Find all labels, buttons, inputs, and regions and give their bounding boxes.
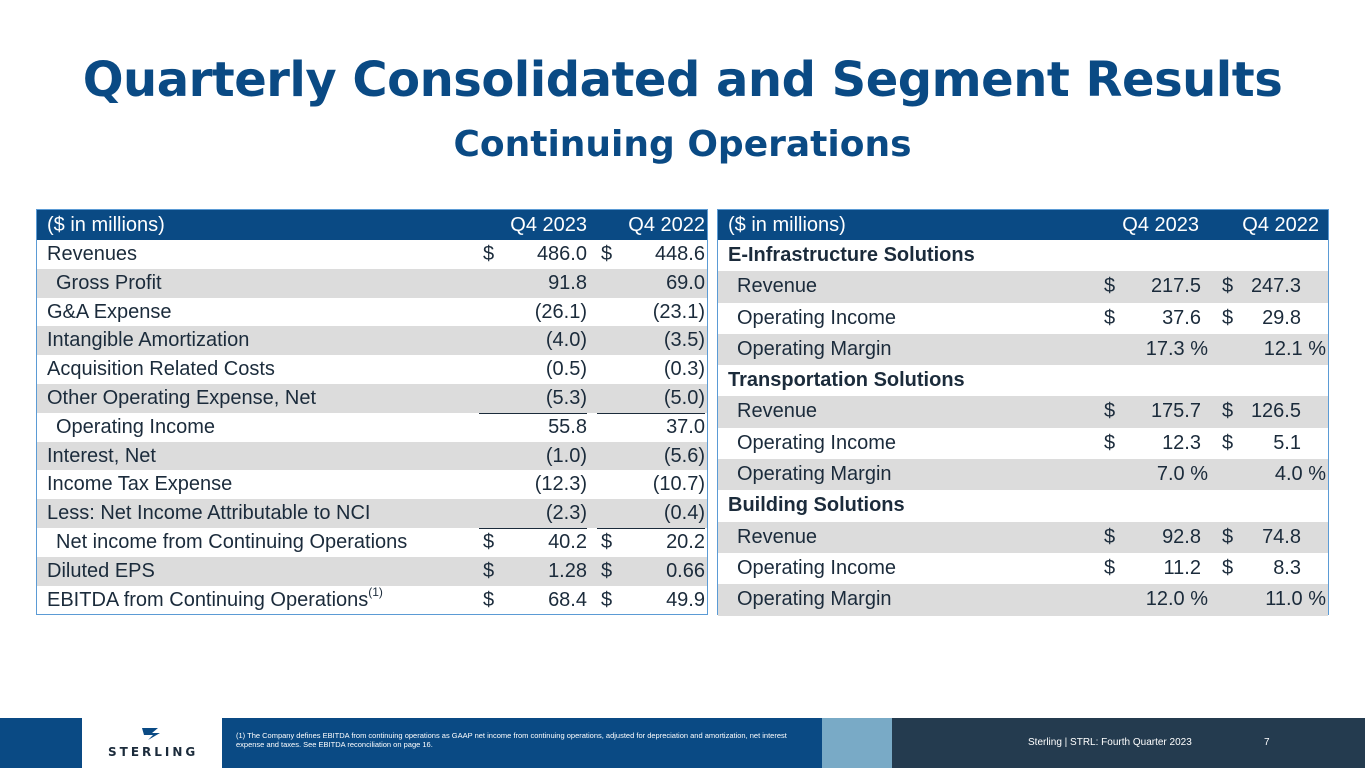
table-row xyxy=(37,326,707,355)
segment-heading xyxy=(718,240,1328,271)
value-q4-2023: 12.0 % xyxy=(1145,588,1208,611)
header-q4-2023: Q4 2023 xyxy=(1122,214,1199,236)
currency-symbol: $ xyxy=(1222,556,1234,579)
segment-heading xyxy=(718,365,1328,396)
row-label: Diluted EPS xyxy=(47,559,155,582)
table-row xyxy=(718,271,1328,302)
page-number: 7 xyxy=(1264,737,1270,748)
currency-symbol: $ xyxy=(1104,525,1116,548)
currency-symbol: $ xyxy=(601,530,613,553)
header-label: ($ in millions) xyxy=(728,214,846,236)
value-q4-2022: 126.5 xyxy=(1250,400,1301,423)
table-row xyxy=(37,384,707,413)
footer-company-line: Sterling | STRL: Fourth Quarter 2023 xyxy=(1028,737,1192,748)
value-q4-2022: 0.66 xyxy=(666,559,705,582)
value-q4-2023: 175.7 xyxy=(1150,400,1201,423)
value-q4-2022: 12.1 % xyxy=(1263,337,1326,360)
segment-name: E-Infrastructure Solutions xyxy=(728,244,975,266)
value-q4-2023: (2.3) xyxy=(479,499,587,529)
value-q4-2022: (3.5) xyxy=(663,329,705,352)
currency-symbol: $ xyxy=(1222,275,1234,298)
currency-symbol: $ xyxy=(1104,556,1116,579)
value-q4-2023: 217.5 xyxy=(1150,275,1201,298)
logo-text: STERLING xyxy=(108,745,199,759)
value-q4-2023: 68.4 xyxy=(548,588,587,611)
currency-symbol: $ xyxy=(483,559,495,582)
value-q4-2023: (1.0) xyxy=(545,444,587,467)
table-row xyxy=(718,428,1328,459)
table-row xyxy=(37,355,707,384)
value-q4-2023: 91.8 xyxy=(548,271,587,294)
currency-symbol: $ xyxy=(601,243,613,265)
currency-symbol: $ xyxy=(1104,431,1116,454)
row-label: Operating Income xyxy=(737,431,896,454)
value-q4-2023: 92.8 xyxy=(1162,525,1201,548)
row-label: Revenue xyxy=(737,400,818,423)
row-label: Operating Margin xyxy=(737,463,892,486)
table-row xyxy=(37,298,707,327)
table-row xyxy=(37,586,707,615)
footnote: (1) The Company defines EBITDA from continuing operations as GAAP net income from continuing operations, adjusted for depreciation and amortization, net interest expense and taxes. See EBITDA reconciliation on page 16. xyxy=(236,731,787,749)
table-row xyxy=(718,303,1328,334)
row-label: Revenue xyxy=(737,525,818,548)
segment-name: Transportation Solutions xyxy=(728,369,965,392)
value-q4-2023: (5.3) xyxy=(479,384,587,414)
header-q4-2022: Q4 2022 xyxy=(1242,214,1319,236)
value-q4-2022: 49.9 xyxy=(666,588,705,611)
table-row xyxy=(37,528,707,557)
currency-symbol: $ xyxy=(601,588,613,611)
value-q4-2022: (5.6) xyxy=(663,444,705,467)
value-q4-2023: 40.2 xyxy=(548,530,587,553)
table-row xyxy=(718,396,1328,427)
table-row xyxy=(718,459,1328,490)
header-q4-2022: Q4 2022 xyxy=(628,214,705,236)
row-label: Income Tax Expense xyxy=(47,473,233,496)
segment-name: Building Solutions xyxy=(728,494,905,517)
table-row xyxy=(37,442,707,471)
row-label: Interest, Net xyxy=(47,444,156,467)
value-q4-2022: (0.4) xyxy=(597,499,705,529)
row-label: Net income from Continuing Operations xyxy=(56,530,408,553)
logo xyxy=(82,718,222,768)
table-row xyxy=(718,553,1328,584)
header-label: ($ in millions) xyxy=(47,214,165,236)
table-row xyxy=(37,499,707,528)
row-label: Intangible Amortization xyxy=(47,329,250,352)
row-label xyxy=(47,586,383,615)
currency-symbol: $ xyxy=(483,588,495,611)
table-header xyxy=(37,210,707,240)
currency-symbol: $ xyxy=(483,243,495,265)
value-q4-2023: 1.28 xyxy=(548,559,587,582)
value-q4-2022: 4.0 % xyxy=(1274,463,1326,486)
value-q4-2022: 11.0 % xyxy=(1265,588,1326,611)
row-label: Revenues xyxy=(47,243,138,265)
row-label: Operating Margin xyxy=(737,588,892,611)
table-row xyxy=(37,413,707,442)
row-label: Operating Income xyxy=(56,415,215,438)
table-row xyxy=(37,557,707,586)
value-q4-2023: 55.8 xyxy=(548,415,587,438)
value-q4-2022: (10.7) xyxy=(652,473,705,496)
footer-accent-block xyxy=(822,718,892,768)
value-q4-2022: 5.1 xyxy=(1273,431,1301,454)
currency-symbol: $ xyxy=(601,559,613,582)
table-row xyxy=(37,269,707,298)
table-header xyxy=(718,210,1328,240)
segment-heading xyxy=(718,490,1328,521)
value-q4-2022: 247.3 xyxy=(1250,275,1301,298)
table-row xyxy=(718,522,1328,553)
page-subtitle: Continuing Operations xyxy=(453,124,912,165)
footer-bar xyxy=(0,718,1365,768)
currency-symbol: $ xyxy=(1222,431,1234,454)
page-title: Quarterly Consolidated and Segment Results xyxy=(82,52,1283,108)
row-label-text: EBITDA from Continuing Operations xyxy=(47,588,369,611)
value-q4-2022: (23.1) xyxy=(652,300,705,323)
value-q4-2023: (26.1) xyxy=(534,300,587,323)
value-q4-2023: 17.3 % xyxy=(1145,337,1208,360)
table-row xyxy=(718,584,1328,615)
currency-symbol: $ xyxy=(1222,525,1234,548)
row-label: Revenue xyxy=(737,275,818,298)
currency-symbol: $ xyxy=(1104,400,1116,423)
footnote-marker: (1) xyxy=(368,584,383,599)
row-label: Less: Net Income Attributable to NCI xyxy=(47,502,371,525)
currency-symbol: $ xyxy=(1104,306,1116,329)
value-q4-2022: 29.8 xyxy=(1262,306,1301,329)
header-q4-2023: Q4 2023 xyxy=(510,214,587,236)
value-q4-2022: (0.3) xyxy=(663,358,705,381)
value-q4-2023: (4.0) xyxy=(545,329,587,352)
value-q4-2022: 8.3 xyxy=(1273,556,1301,579)
table-row xyxy=(37,240,707,269)
value-q4-2023: 7.0 % xyxy=(1156,463,1208,486)
currency-symbol: $ xyxy=(1222,306,1234,329)
value-q4-2023: (0.5) xyxy=(545,358,587,381)
table-row xyxy=(37,470,707,499)
row-label: G&A Expense xyxy=(47,300,172,323)
row-label: Other Operating Expense, Net xyxy=(47,386,317,409)
value-q4-2023: 11.2 xyxy=(1163,556,1201,579)
value-q4-2022: 448.6 xyxy=(597,240,705,270)
value-q4-2023: (12.3) xyxy=(534,473,587,496)
row-label: Operating Income xyxy=(737,306,896,329)
row-label: Operating Margin xyxy=(737,337,892,360)
value-q4-2022: 69.0 xyxy=(666,271,705,294)
row-label: Operating Income xyxy=(737,556,896,579)
consolidated-results-table xyxy=(36,209,708,615)
value-q4-2023: 12.3 xyxy=(1162,431,1201,454)
value-q4-2022: 74.8 xyxy=(1262,525,1301,548)
row-label: Acquisition Related Costs xyxy=(47,358,275,381)
currency-symbol: $ xyxy=(483,530,495,553)
row-label: Gross Profit xyxy=(56,271,162,294)
segment-results-table xyxy=(717,209,1329,615)
value-q4-2023: 37.6 xyxy=(1162,306,1201,329)
table-row xyxy=(718,334,1328,365)
value-q4-2023: 486.0 xyxy=(479,240,587,270)
currency-symbol: $ xyxy=(1222,400,1234,423)
currency-symbol: $ xyxy=(1104,275,1116,298)
value-q4-2022: (5.0) xyxy=(597,384,705,414)
value-q4-2022: 37.0 xyxy=(666,415,705,438)
value-q4-2022: 20.2 xyxy=(666,530,705,553)
sterling-logo-mark-icon xyxy=(136,726,166,742)
